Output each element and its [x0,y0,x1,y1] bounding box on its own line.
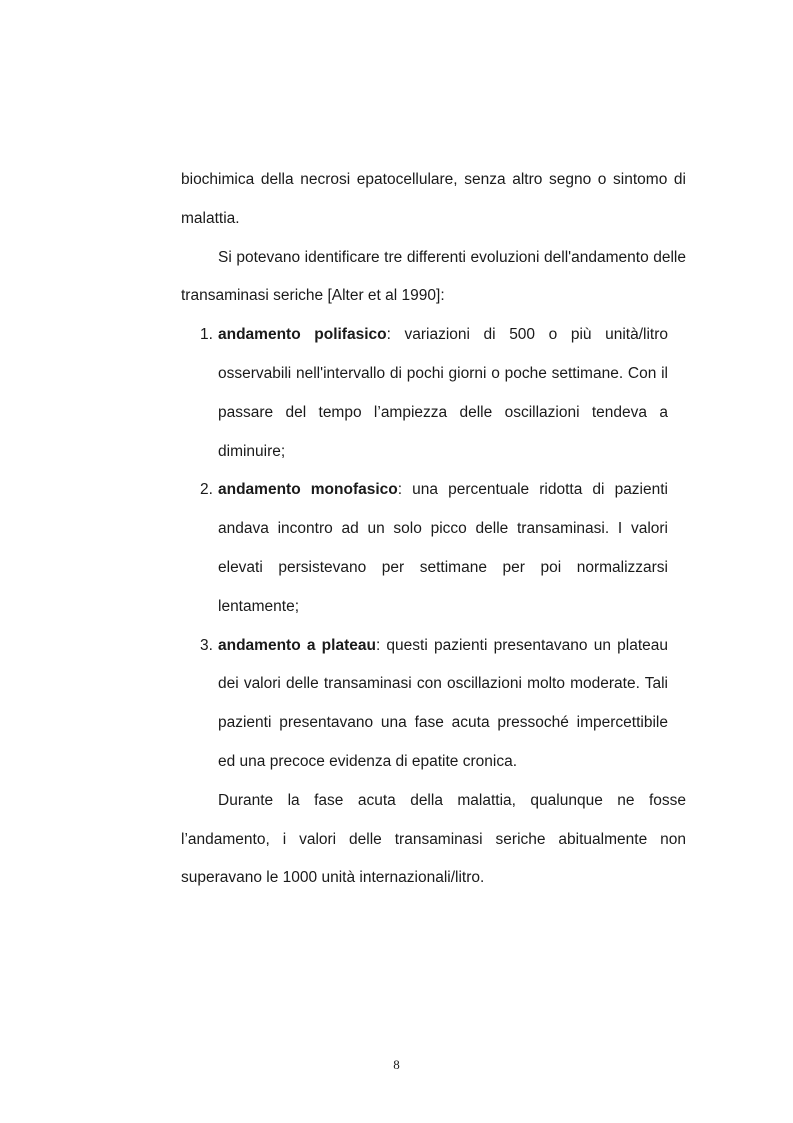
list-item [200,316,668,471]
page-number: 8 [393,1057,400,1072]
paragraph-2: Si potevano identificare tre differenti evoluzioni dell'andamento delle transaminasi seriche [Alter et al 1990]: [181,248,686,305]
list-item-lead: andamento polifasico [218,326,387,344]
list-item-lead: andamento monofasico [218,481,398,499]
list-number: 1. [200,326,213,344]
list-item-lead: andamento a plateau [218,636,376,654]
list-item [200,471,668,626]
list-item-text: : questi pazienti presentavano un plateau dei valori delle transaminasi con oscillazioni molto moderate. Tali pazienti presentavano una fase acuta pressoché impercettibile ed una precoce evidenza di epatite cronica. [218,636,668,770]
paragraph-3: Durante la fase acuta della malattia, qualunque ne fosse l’andamento, i valori delle transaminasi seriche abitualmente non superavano le 1000 unità internazionali/litro. [181,791,686,887]
body-text [181,161,686,898]
list-item-text: : variazioni di 500 o più unità/litro osservabili nell'intervallo di pochi giorni o poche settimane. Con il passare del tempo l’ampiezza delle oscillazioni tendeva a diminuire; [218,326,668,460]
list-number: 2. [200,481,213,499]
list-item-text: : una percentuale ridotta di pazienti andava incontro ad un solo picco delle transaminasi. I valori elevati persistevano per settimane per poi normalizzarsi lentamente; [218,481,668,615]
list-item [200,627,668,782]
evolution-list [181,316,686,782]
list-number: 3. [200,636,213,654]
paragraph-1: biochimica della necrosi epatocellulare, senza altro segno o sintomo di malattia. [181,171,686,227]
